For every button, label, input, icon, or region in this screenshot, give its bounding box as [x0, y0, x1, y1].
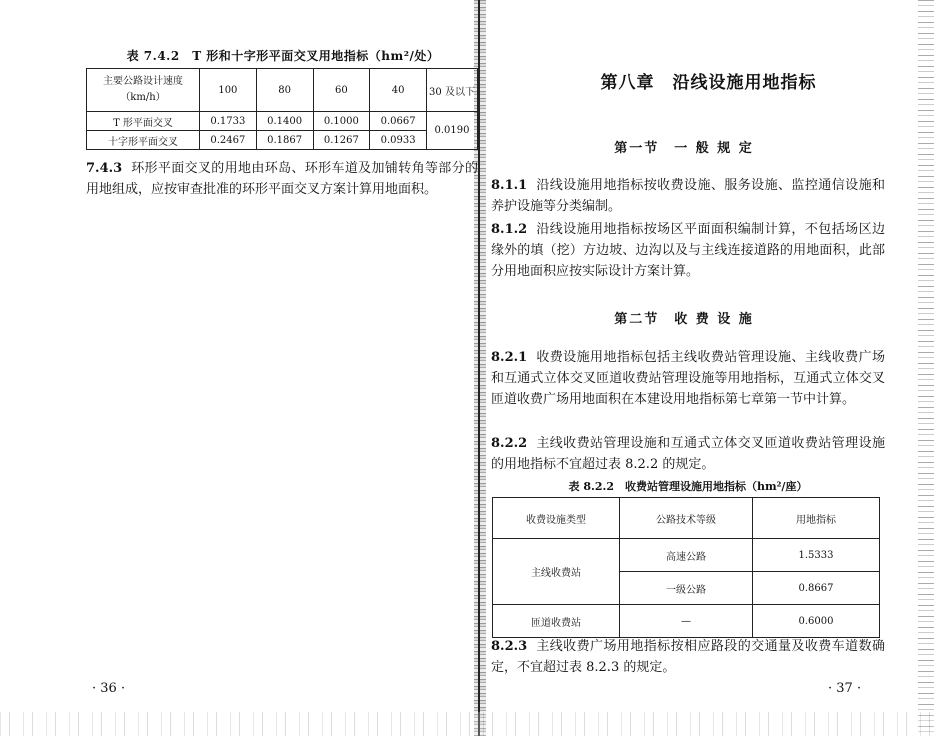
clause-number: 8.2.3	[491, 639, 528, 654]
clause-text: 收费设施用地指标包括主线收费站管理设施、主线收费广场和互通式立体交叉匝道收费站管理设施等用地指标，互通式立体交叉匝道收费广场用地面积在本建设用地指标第七章第一节中计算。	[491, 350, 885, 407]
clause-text: 主线收费站管理设施和互通式立体交叉匝道收费站管理设施的用地指标不宜超过表 8.2.2 的规定。	[491, 436, 885, 472]
table-822-value: 1.5333	[753, 539, 880, 572]
table-742-row-label: T 形平面交叉	[87, 112, 200, 131]
table-742-row	[87, 131, 478, 150]
table-822-header-grade: 公路技术等级	[620, 498, 753, 539]
table-742-cell: 0.1267	[313, 131, 370, 150]
table-742-row	[87, 112, 478, 131]
clause-text: 沿线设施用地指标按场区平面面积编制计算，不包括场区边缘外的填（挖）方边坡、边沟以及与主线连接道路的用地面积，此部分用地面积应按实际设计方案计算。	[491, 222, 885, 279]
table-742-cell: 0.0667	[370, 112, 427, 131]
table-742-header-40: 40	[370, 69, 427, 112]
table-822-grade: 一级公路	[620, 572, 753, 605]
paragraph-8-1-1	[491, 175, 885, 217]
table-822-row	[493, 539, 880, 572]
table-742-cell: 0.1400	[256, 112, 313, 131]
clause-number: 7.4.3	[86, 161, 123, 176]
table-742-merged-cell: 0.0190	[427, 112, 478, 150]
table-822-header-type: 收费设施类型	[493, 498, 620, 539]
table-822-value: 0.6000	[753, 605, 880, 638]
paragraph-8-2-1	[491, 347, 885, 410]
table-742-header-30: 30 及以下	[427, 69, 478, 112]
table-822-header-value: 用地指标	[753, 498, 880, 539]
paragraph-7-4-3	[86, 158, 478, 200]
clause-number: 8.1.1	[491, 178, 528, 193]
clause-text: 主线收费广场用地指标按相应路段的交通量及收费车道数确定，不宜超过表 8.2.3 的规定。	[491, 639, 885, 675]
table-742-row-label: 十字形平面交叉	[87, 131, 200, 150]
right-page	[483, 0, 934, 736]
paragraph-8-2-3	[491, 636, 885, 678]
table-742-cell: 0.1867	[256, 131, 313, 150]
table-822-grade: —	[620, 605, 753, 638]
clause-number: 8.1.2	[491, 222, 528, 237]
table-742-header-row	[87, 69, 478, 112]
table-742-header-100: 100	[200, 69, 257, 112]
section-heading-2: 第二节 收 费 设 施	[614, 312, 754, 327]
table-822-value: 0.8667	[753, 572, 880, 605]
clause-text: 沿线设施用地指标按收费设施、服务设施、监控通信设施和养护设施等分类编制。	[491, 178, 885, 214]
table-822	[492, 497, 880, 638]
book-gutter-line	[478, 0, 480, 736]
section-heading-1: 第一节 一 般 规 定	[614, 141, 754, 156]
table-742-cell: 0.0933	[370, 131, 427, 150]
table-742-cell: 0.1000	[313, 112, 370, 131]
table-742-cell: 0.2467	[200, 131, 257, 150]
table-742-caption: 表 7.4.2 T 形和十字形平面交叉用地指标（hm²/处）	[126, 49, 440, 63]
table-742-header-speed: 主要公路设计速度（km/h）	[87, 69, 200, 112]
table-822-row	[493, 605, 880, 638]
table-822-caption: 表 8.2.2 收费站管理设施用地指标（hm²/座）	[568, 480, 808, 493]
page-number: · 36 ·	[92, 681, 126, 696]
table-822-ramp-station: 匝道收费站	[493, 605, 620, 638]
table-742-header-80: 80	[256, 69, 313, 112]
clause-number: 8.2.1	[491, 350, 528, 365]
table-742-cell: 0.1733	[200, 112, 257, 131]
paragraph-8-2-2	[491, 433, 885, 475]
page-number: · 37 ·	[828, 681, 862, 696]
clause-text: 环形平面交叉的用地由环岛、环形车道及加铺转角等部分的用地组成，应按审查批准的环形平面交叉方案计算用地面积。	[86, 161, 478, 197]
table-822-grade: 高速公路	[620, 539, 753, 572]
chapter-title: 第八章 沿线设施用地指标	[600, 73, 817, 93]
clause-number: 8.2.2	[491, 436, 528, 451]
table-822-main-station: 主线收费站	[493, 539, 620, 605]
table-822-header-row	[493, 498, 880, 539]
paragraph-8-1-2	[491, 219, 885, 282]
table-742-header-60: 60	[313, 69, 370, 112]
table-742	[86, 68, 478, 150]
